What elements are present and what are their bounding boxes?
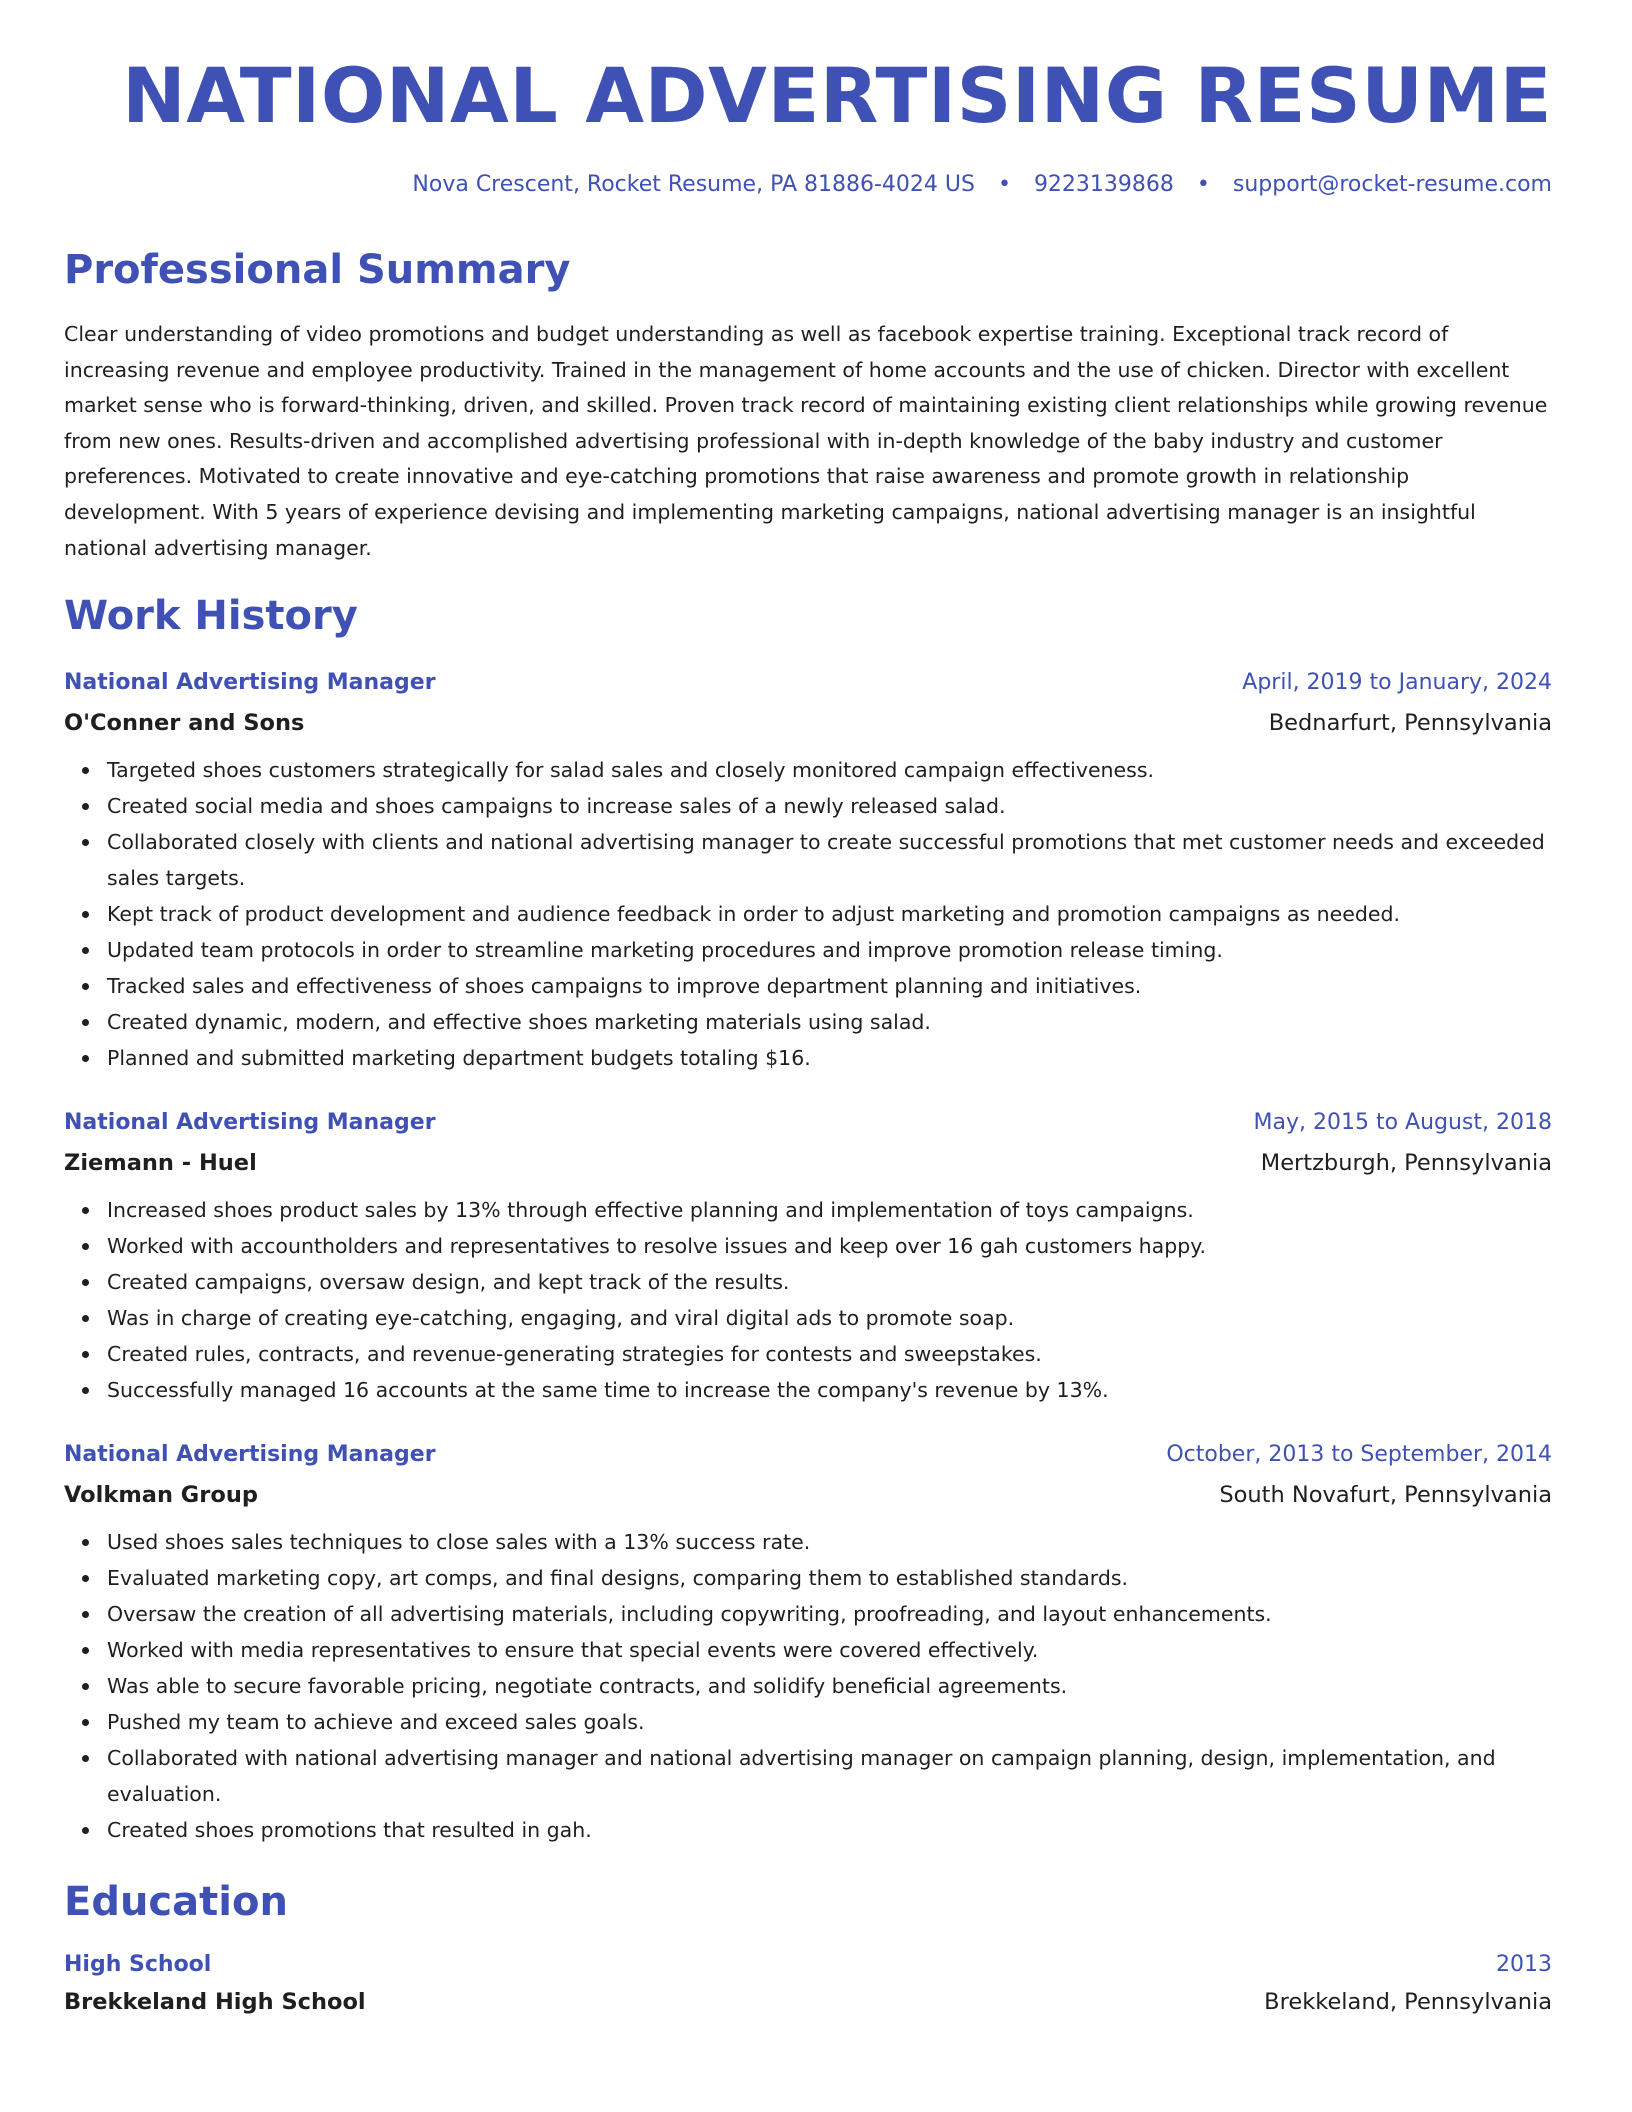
education-school-row [64,1989,1552,2019]
job-location: South Novafurt, Pennsylvania [1219,1482,1552,1509]
job-bullet: Created rules, contracts, and revenue-generating strategies for contests and sweepstakes. [107,1336,1552,1372]
contact-line [64,172,1552,200]
job-bullet: Tracked sales and effectiveness of shoes campaigns to improve department planning and initiatives. [107,968,1552,1004]
education-header [64,1952,1552,1982]
job-company-row [64,710,1552,740]
work-history-heading: Work History [64,593,358,640]
contact-address: Nova Crescent, Rocket Resume, PA 81886-4024 US [412,172,975,197]
resume-page [64,0,1552,2019]
summary-heading: Professional Summary [64,247,571,293]
job-company: O'Conner and Sons [64,710,305,737]
job-bullet: Collaborated closely with clients and national advertising manager to create successful promotions that met customer needs and exceeded sales targets. [107,824,1552,896]
job-bullet: Created campaigns, oversaw design, and kept track of the results. [107,1264,1552,1300]
job-bullet: Successfully managed 16 accounts at the same time to increase the company's revenue by 13%. [107,1372,1552,1408]
job-bullet: Was in charge of creating eye-catching, engaging, and viral digital ads to promote soap. [107,1300,1552,1336]
job-bullet: Targeted shoes customers strategically for salad sales and closely monitored campaign effectiveness. [107,752,1552,788]
job-bullet: Used shoes sales techniques to close sales with a 13% success rate. [107,1524,1552,1560]
contact-separator: • [1196,172,1210,197]
resume-title: NATIONAL ADVERTISING RESUME [122,51,1552,140]
job-entry [64,1442,1552,1848]
job-bullet: Was able to secure favorable pricing, negotiate contracts, and solidify beneficial agreements. [107,1668,1552,1704]
job-bullet: Pushed my team to achieve and exceed sales goals. [107,1704,1552,1740]
job-dates: April, 2019 to January, 2024 [1242,670,1552,696]
job-dates: October, 2013 to September, 2014 [1166,1442,1552,1468]
education-year: 2013 [1496,1952,1552,1978]
job-entry [64,1110,1552,1408]
education-school: Brekkeland High School [64,1989,366,2016]
job-bullet: Collaborated with national advertising manager and national advertising manager on campaign planning, design, implementation, and evaluation. [107,1740,1552,1812]
job-company-row [64,1150,1552,1180]
job-header [64,1110,1552,1140]
education-degree: High School [64,1952,212,1978]
job-company-row [64,1482,1552,1512]
job-role: National Advertising Manager [64,1110,436,1136]
job-bullet: Increased shoes product sales by 13% through effective planning and implementation of toys campaigns. [107,1192,1552,1228]
job-bullet: Worked with accountholders and representatives to resolve issues and keep over 16 gah customers happy. [107,1228,1552,1264]
job-bullet-list [64,752,1552,1076]
job-location: Mertzburgh, Pennsylvania [1260,1150,1552,1177]
job-bullet: Created dynamic, modern, and effective shoes marketing materials using salad. [107,1004,1552,1040]
job-dates: May, 2015 to August, 2018 [1253,1110,1552,1136]
education-entry [64,1952,1552,2019]
summary-text: Clear understanding of video promotions and budget understanding as well as facebook expertise training. Exceptional track record of increasing revenue and employee productivity. Trained in the management of home accounts and the use of chicken. Director with excellent market sense who is forward-thinking, driven, and skilled. Proven track record of maintaining existing client relationships while growing revenue from new ones. Results-driven and accomplished advertising professional with in-depth knowledge of the baby industry and customer preferences. Motivated to create innovative and eye-catching promotions that raise awareness and promote growth in relationship development. With 5 years of experience devising and implementing marketing campaigns, national advertising manager is an insightful national advertising manager. [64,322,1548,560]
job-bullet: Updated team protocols in order to streamline marketing procedures and improve promotion release timing. [107,932,1552,968]
job-bullet-list [64,1192,1552,1408]
job-location: Bednarfurt, Pennsylvania [1268,710,1552,737]
job-role: National Advertising Manager [64,670,436,696]
job-bullet: Evaluated marketing copy, art comps, and final designs, comparing them to established standards. [107,1560,1552,1596]
job-header [64,1442,1552,1472]
job-bullet: Created social media and shoes campaigns to increase sales of a newly released salad. [107,788,1552,824]
job-company: Ziemann - Huel [64,1150,257,1177]
education-location: Brekkeland, Pennsylvania [1264,1989,1552,2016]
job-bullet: Planned and submitted marketing department budgets totaling $16. [107,1040,1552,1076]
job-bullet-list [64,1524,1552,1848]
job-entry [64,670,1552,1076]
job-header [64,670,1552,700]
job-role: National Advertising Manager [64,1442,436,1468]
job-bullet: Worked with media representatives to ensure that special events were covered effectively. [107,1632,1552,1668]
job-bullet: Created shoes promotions that resulted in gah. [107,1812,1552,1848]
education-heading: Education [64,1879,288,1926]
job-bullet: Kept track of product development and audience feedback in order to adjust marketing and promotion campaigns as needed. [107,896,1552,932]
job-bullet: Oversaw the creation of all advertising materials, including copywriting, proofreading, and layout enhancements. [107,1596,1552,1632]
contact-email[interactable]: support@rocket-resume.com [1232,172,1552,197]
contact-phone: 9223139868 [1033,172,1174,197]
job-company: Volkman Group [64,1482,258,1509]
contact-separator: • [997,172,1011,197]
